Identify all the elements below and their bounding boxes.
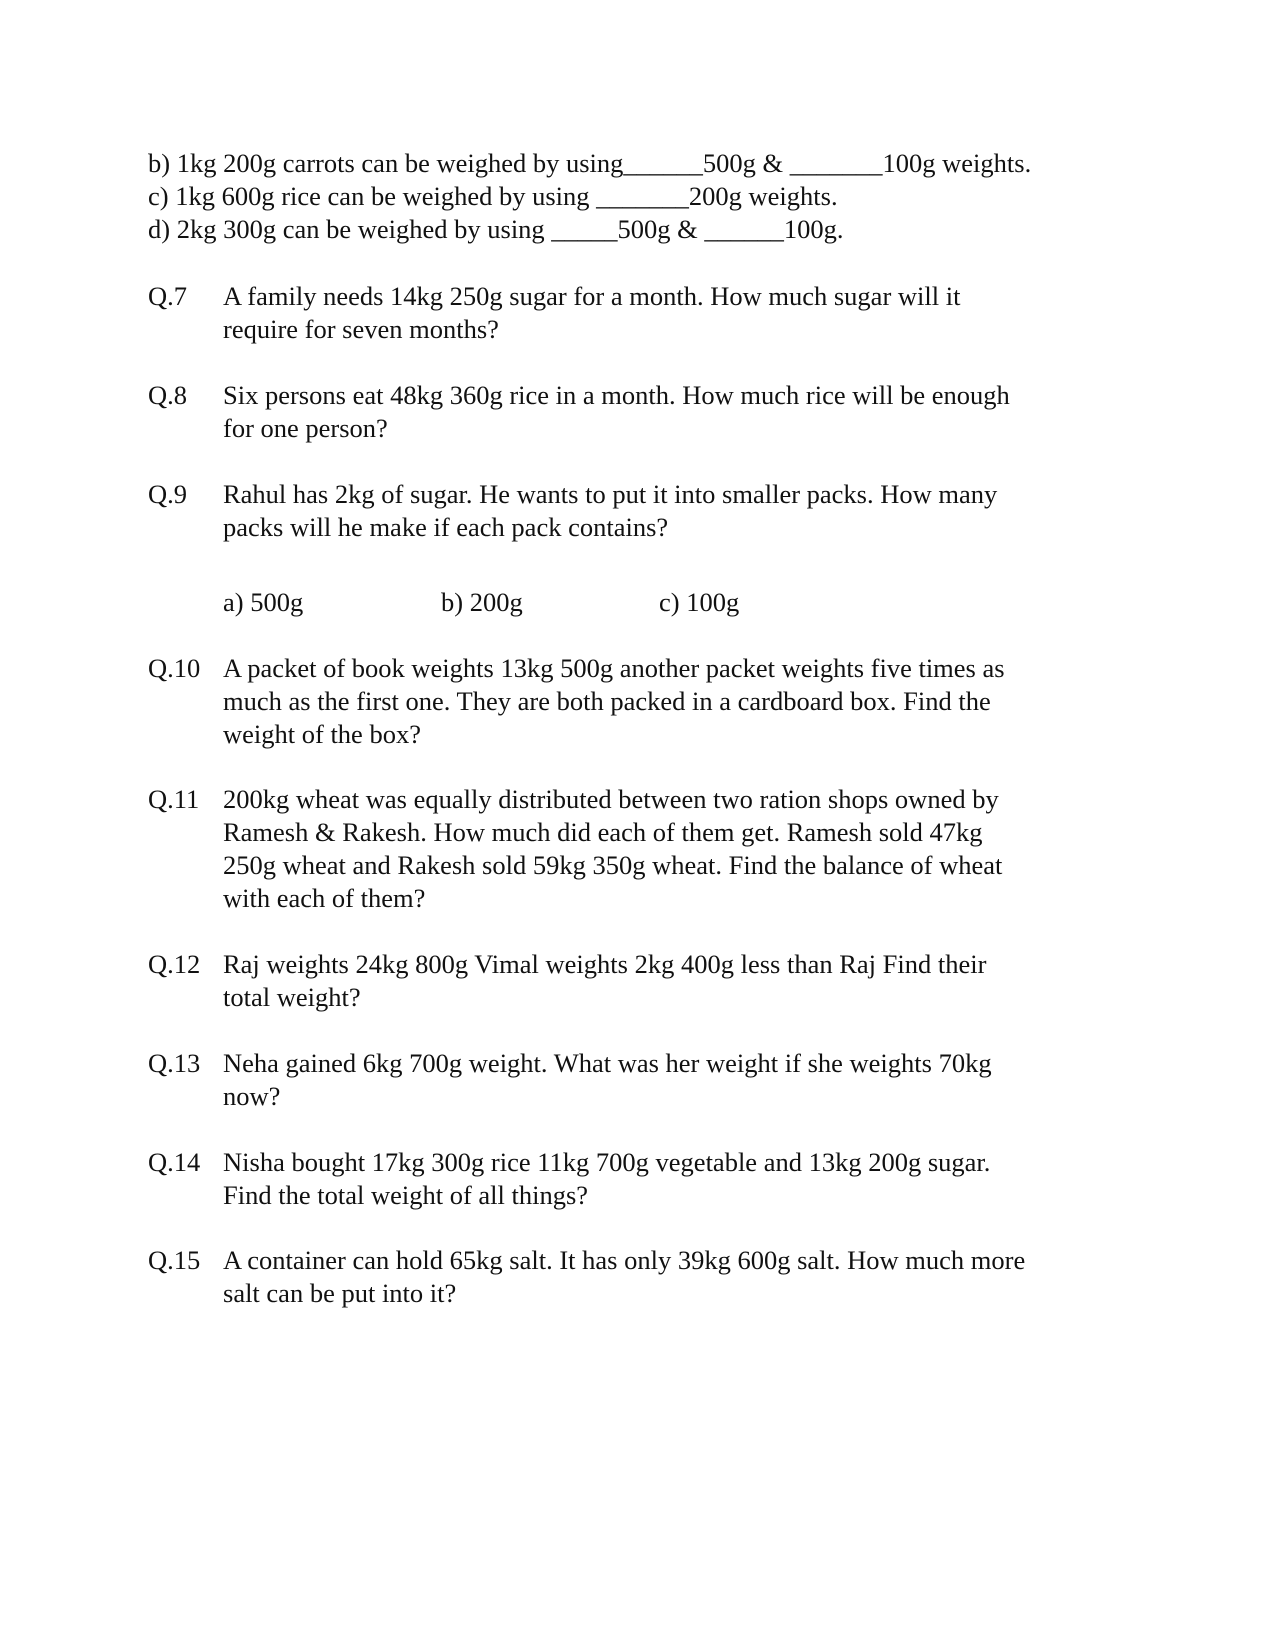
question-line: A family needs 14kg 250g sugar for a month. How much sugar will it xyxy=(223,281,961,311)
question-number: Q.9 xyxy=(148,479,188,509)
question-number: Q.11 xyxy=(148,784,200,814)
question-text xyxy=(223,1146,1128,1212)
question-text xyxy=(223,1244,1128,1310)
option-b: b) 200g xyxy=(441,587,523,617)
question-line: require for seven months? xyxy=(223,314,499,344)
question-number: Q.10 xyxy=(148,653,201,683)
question-line: weight of the box? xyxy=(223,719,421,749)
question-text xyxy=(223,1047,1128,1113)
question-line: Rahul has 2kg of sugar. He wants to put it into smaller packs. How many xyxy=(223,479,998,509)
option-c: c) 100g xyxy=(659,587,740,617)
question-line: Raj weights 24kg 800g Vimal weights 2kg 400g less than Raj Find their xyxy=(223,949,987,979)
question-line: packs will he make if each pack contains? xyxy=(223,512,669,542)
question-number: Q.7 xyxy=(148,281,188,311)
question-text xyxy=(223,652,1128,751)
question-line: salt can be put into it? xyxy=(223,1278,457,1308)
question-number: Q.15 xyxy=(148,1245,201,1275)
fill-in-item-b: b) 1kg 200g carrots can be weighed by using______500g & _______100g weights. xyxy=(148,148,1032,178)
question-line: total weight? xyxy=(223,982,361,1012)
question-line: A packet of book weights 13kg 500g another packet weights five times as xyxy=(223,653,1005,683)
question-number: Q.13 xyxy=(148,1048,201,1078)
fill-in-item-d: d) 2kg 300g can be weighed by using _____500g & ______100g. xyxy=(148,214,844,244)
question-line: with each of them? xyxy=(223,883,426,913)
question-text xyxy=(223,379,1128,445)
question-line: 200kg wheat was equally distributed between two ration shops owned by xyxy=(223,784,999,814)
question-number: Q.12 xyxy=(148,949,201,979)
question-line: 250g wheat and Rakesh sold 59kg 350g wheat. Find the balance of wheat xyxy=(223,850,1003,880)
question-text xyxy=(223,478,1128,544)
question-line: Nisha bought 17kg 300g rice 11kg 700g vegetable and 13kg 200g sugar. xyxy=(223,1147,991,1177)
question-line: Find the total weight of all things? xyxy=(223,1180,589,1210)
question-line: Ramesh & Rakesh. How much did each of them get. Ramesh sold 47kg xyxy=(223,817,983,847)
question-line: A container can hold 65kg salt. It has only 39kg 600g salt. How much more xyxy=(223,1245,1026,1275)
question-line: for one person? xyxy=(223,413,388,443)
fill-in-item-c: c) 1kg 600g rice can be weighed by using _______200g weights. xyxy=(148,181,838,211)
question-text xyxy=(223,280,1128,346)
question-text xyxy=(223,783,1128,915)
option-a: a) 500g xyxy=(223,587,304,617)
question-line: Neha gained 6kg 700g weight. What was her weight if she weights 70kg xyxy=(223,1048,992,1078)
question-line: Six persons eat 48kg 360g rice in a month. How much rice will be enough xyxy=(223,380,1010,410)
question-text xyxy=(223,948,1128,1014)
question-number: Q.14 xyxy=(148,1147,201,1177)
question-number: Q.8 xyxy=(148,380,188,410)
question-line: now? xyxy=(223,1081,281,1111)
question-9-options xyxy=(223,586,923,619)
question-line: much as the first one. They are both packed in a cardboard box. Find the xyxy=(223,686,991,716)
